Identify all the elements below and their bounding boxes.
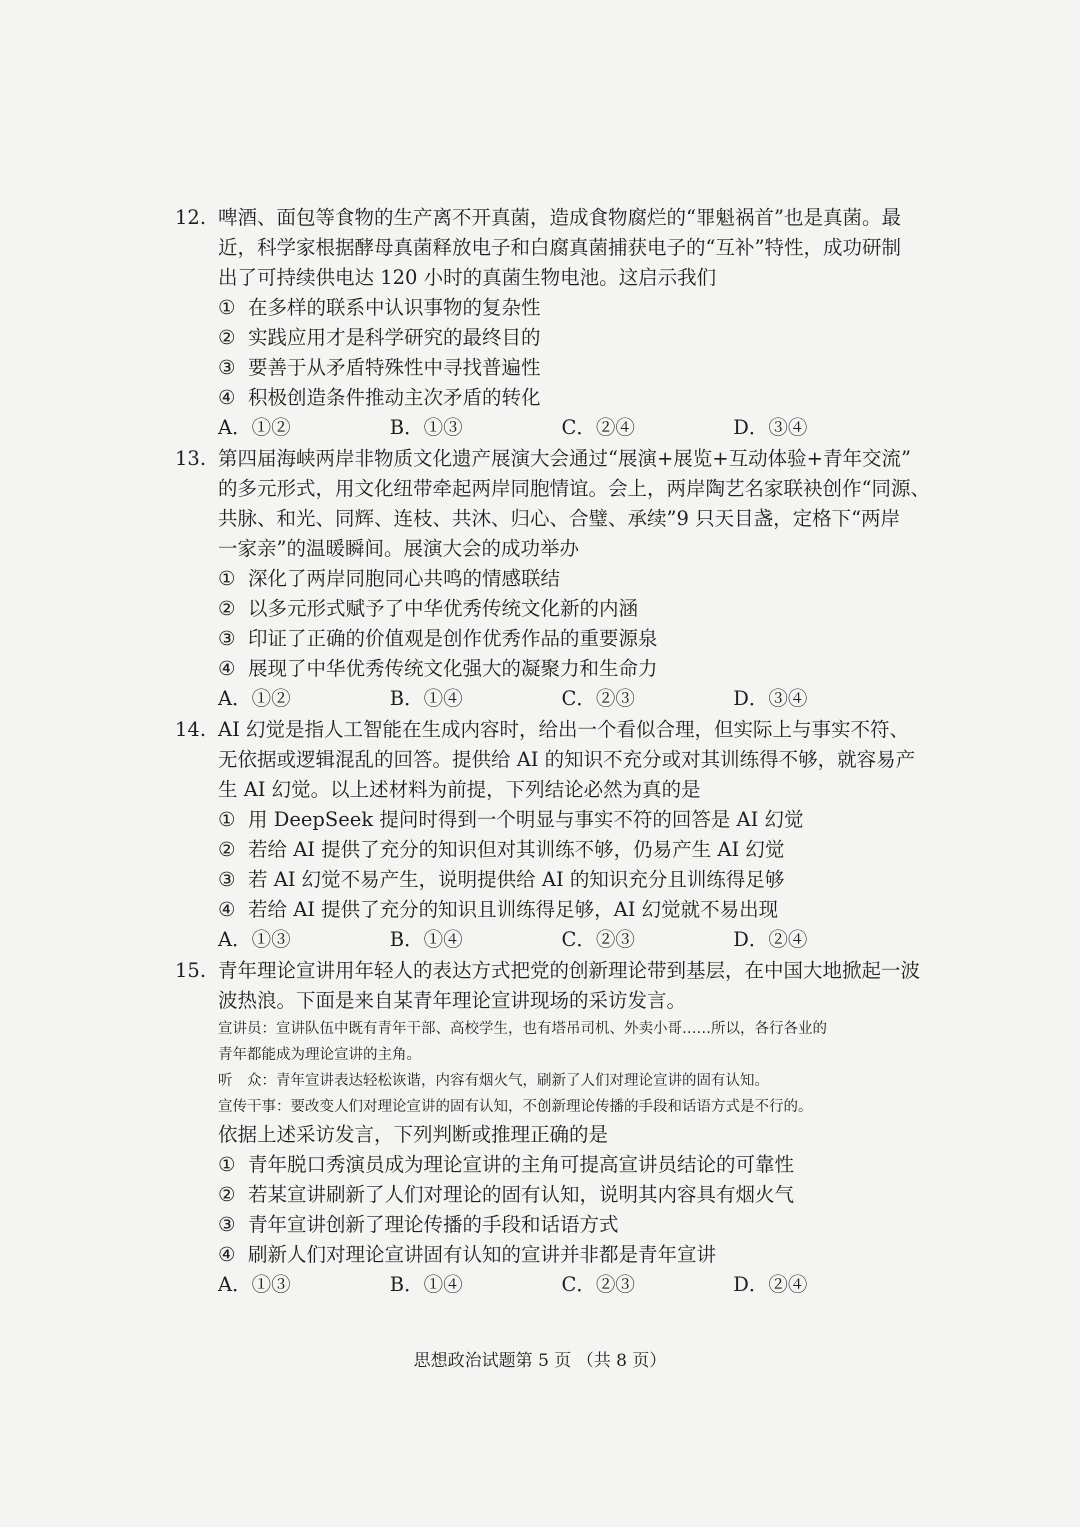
choice-d: D．③④	[733, 687, 808, 710]
question-15	[175, 956, 921, 1300]
statement-option: ② 实践应用才是科学研究的最终目的	[218, 326, 541, 349]
answer-choices	[175, 1270, 905, 1300]
statement-option: ③ 青年宣讲创新了理论传播的手段和话语方式	[218, 1213, 619, 1236]
statement-option: ④ 积极创造条件推动主次矛盾的转化	[218, 386, 541, 409]
question-stem-line: 共脉、和光、同辉、连枝、共沐、归心、合璧、承续”9 只天目盏，定格下“两岸	[218, 507, 901, 530]
question-number: 15.	[175, 959, 207, 982]
statement-option: ① 青年脱口秀演员成为理论宣讲的主角可提高宣讲员结论的可靠性	[218, 1153, 795, 1176]
interview-quote: 宣讲员：宣讲队伍中既有青年干部、高校学生，也有塔吊司机、外卖小哥……所以，各行各业的	[218, 1021, 827, 1037]
choice-d: D．②④	[733, 1273, 808, 1296]
choice-a: A．①③	[218, 1273, 291, 1296]
statement-option: ① 在多样的联系中认识事物的复杂性	[218, 296, 541, 319]
question-13	[175, 444, 930, 714]
statement-option: ④ 若给 AI 提供了充分的知识且训练得足够，AI 幻觉就不易出现	[218, 898, 779, 921]
question-number: 12.	[175, 206, 207, 229]
question-stem-line: 波热浪。下面是来自某青年理论宣讲现场的采访发言。	[218, 989, 687, 1012]
question-stem-line: 近，科学家根据酵母真菌释放电子和白腐真菌捕获电子的“互补”特性，成功研制	[218, 236, 901, 259]
answer-choices	[175, 925, 905, 955]
interview-quote: 青年都能成为理论宣讲的主角。	[218, 1047, 421, 1063]
statement-option: ② 若给 AI 提供了充分的知识但对其训练不够，仍易产生 AI 幻觉	[218, 838, 785, 861]
question-stem-line: 一家亲”的温暖瞬间。展演大会的成功举办	[218, 537, 579, 560]
page-footer: 思想政治试题第 5 页 （共 8 页）	[413, 1351, 667, 1371]
question-number: 13.	[175, 447, 207, 470]
statement-option: ③ 印证了正确的价值观是创作优秀作品的重要源泉	[218, 627, 658, 650]
choice-b: B．①④	[389, 687, 463, 710]
choice-b: B．①④	[389, 1273, 463, 1296]
answer-choices	[175, 684, 905, 714]
choice-c: C．②③	[561, 687, 635, 710]
question-stem-line: 12. 啤酒、面包等食物的生产离不开真菌，造成食物腐烂的“罪魁祸首”也是真菌。最	[175, 203, 905, 233]
choice-a: A．①③	[218, 928, 291, 951]
question-prompt: 依据上述采访发言，下列判断或推理正确的是	[218, 1123, 609, 1146]
question-12	[175, 203, 905, 443]
statement-option: ④ 展现了中华优秀传统文化强大的凝聚力和生命力	[218, 657, 658, 680]
question-stem-line: 无依据或逻辑混乱的回答。提供给 AI 的知识不充分或对其训练得不够，就容易产	[218, 748, 916, 771]
question-stem-line: 生 AI 幻觉。以上述材料为前提，下列结论必然为真的是	[218, 778, 701, 801]
answer-choices	[175, 413, 905, 443]
choice-d: D．③④	[733, 416, 808, 439]
question-stem-line: 14. AI 幻觉是指人工智能在生成内容时，给出一个看似合理，但实际上与事实不符、	[175, 715, 905, 745]
statement-option: ④ 刷新人们对理论宣讲固有认知的宣讲并非都是青年宣讲	[218, 1243, 717, 1266]
statement-option: ② 若某宣讲刷新了人们对理论的固有认知，说明其内容具有烟火气	[218, 1183, 795, 1206]
question-14	[175, 715, 916, 955]
question-stem-line: 13. 第四届海峡两岸非物质文化遗产展演大会通过“展演+展览+互动体验+青年交流”	[175, 444, 905, 474]
choice-c: C．②④	[561, 416, 635, 439]
question-number: 14.	[175, 718, 207, 741]
interview-quote: 宣传干事：要改变人们对理论宣讲的固有认知，不创新理论传播的手段和话语方式是不行的。	[218, 1099, 813, 1115]
statement-option: ③ 要善于从矛盾特殊性中寻找普遍性	[218, 356, 541, 379]
statement-option: ② 以多元形式赋予了中华优秀传统文化新的内涵	[218, 597, 639, 620]
choice-a: A．①②	[218, 687, 291, 710]
question-stem-line: 出了可持续供电达 120 小时的真菌生物电池。这启示我们	[218, 266, 717, 289]
interview-quote: 听 众：青年宣讲表达轻松诙谐，内容有烟火气，刷新了人们对理论宣讲的固有认知。	[218, 1073, 769, 1089]
statement-option: ③ 若 AI 幻觉不易产生，说明提供给 AI 的知识充分且训练得足够	[218, 868, 785, 891]
choice-d: D．②④	[733, 928, 808, 951]
question-stem-line: 的多元形式，用文化纽带牵起两岸同胞情谊。会上，两岸陶艺名家联袂创作“同源、	[218, 477, 930, 500]
question-stem-line: 15. 青年理论宣讲用年轻人的表达方式把党的创新理论带到基层，在中国大地掀起一波	[175, 956, 905, 986]
choice-b: B．①④	[389, 928, 463, 951]
choice-a: A．①②	[218, 416, 291, 439]
choice-c: C．②③	[561, 928, 635, 951]
statement-option: ① 深化了两岸同胞同心共鸣的情感联结	[218, 567, 561, 590]
statement-option: ① 用 DeepSeek 提问时得到一个明显与事实不符的回答是 AI 幻觉	[218, 808, 804, 831]
choice-c: C．②③	[561, 1273, 635, 1296]
choice-b: B．①③	[389, 416, 463, 439]
